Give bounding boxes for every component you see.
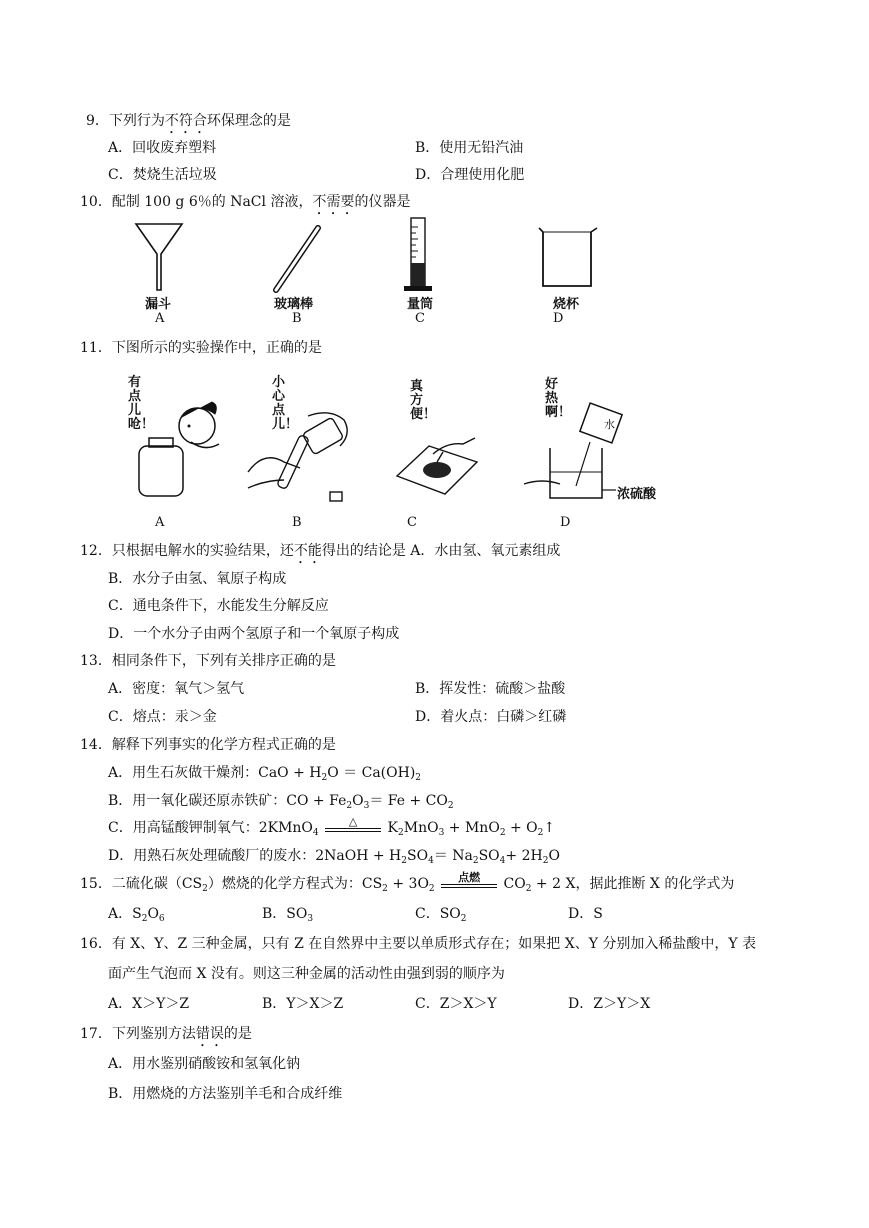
q12-option-c: C．通电条件下，水能发生分解反应 [108, 598, 329, 614]
acid-label: 浓硫酸 [617, 487, 657, 502]
beaker-figure [537, 224, 599, 290]
graduated-cylinder-figure [400, 215, 440, 293]
weighing-figure [393, 432, 483, 502]
q10-stem: 10．配制 100 g 6％的 NaCl 溶液，不需要的仪器是 [80, 194, 411, 210]
q16-option-b: B．Y＞X＞Z [262, 996, 344, 1012]
funnel-figure [130, 218, 190, 293]
q15-option-c: C．$SO_2$ [415, 906, 467, 924]
q16-option-a: A．X＞Y＞Z [108, 996, 190, 1012]
q15-option-b: B．$SO_3$ [262, 906, 314, 924]
funnel-caption: 漏斗 [145, 297, 172, 312]
q10-label-c: C [415, 311, 425, 326]
q11-label-b: B [292, 515, 302, 530]
q11-stem: 11．下图所示的实验操作中，正确的是 [80, 340, 322, 356]
q14-option-c: C．用高锰酸钾制氧气：2KMnO$_4$ △ $K_2MnO_3 + MnO_2$ + $O_2↑$ [108, 815, 556, 838]
q14-option-d: D．用熟石灰处理硫酸厂的废水：2NaOH + $H_2SO_4= Na_2SO_4+ 2H_2O$ [108, 848, 560, 866]
q15-option-a: A．$S_2O_6$ [108, 906, 165, 924]
q13-option-c: C．熔点：汞＞金 [108, 709, 217, 725]
bubble-b: 小心点儿！ [272, 375, 299, 432]
q17-option-b: B．用燃烧的方法鉴别羊毛和合成纤维 [108, 1086, 343, 1102]
q16-option-c: C．Z＞X＞Y [415, 996, 497, 1012]
q11-label-c: C [407, 515, 417, 530]
q9-option-b: B．使用无铅汽油 [415, 140, 524, 156]
q9-option-c: C．焚烧生活垃圾 [108, 167, 217, 183]
q15-option-d: D．S [568, 906, 603, 922]
q17-stem: 17．下列鉴别方法错误的是 [80, 1026, 252, 1042]
q10-label-d: D [553, 311, 564, 326]
q16-stem-line1: 16．有 X、Y、Z 三种金属，只有 Z 在自然界中主要以单质形式存在；如果把 X、Y 分别加入稀盐酸中，Y 表 [80, 936, 757, 952]
q9-option-a: A．回收废弃塑料 [108, 140, 217, 156]
q14-option-b: B．用一氧化碳还原赤铁矿：CO + $Fe_2O_3= Fe + CO_2$ [108, 793, 454, 811]
q12-option-d: D．一个水分子由两个氢原子和一个氧原子构成 [108, 626, 400, 642]
q10-label-b: B [292, 311, 302, 326]
bubble-d: 好热啊！ [545, 377, 572, 420]
bubble-a: 有点儿呛！ [128, 375, 155, 432]
pouring-figure [244, 410, 359, 505]
heat-condition-sign: △ [323, 819, 383, 837]
q16-stem-line2: 面产生气泡而 X 没有。则这三种金属的活动性由强到弱的顺序为 [108, 966, 505, 982]
water-label: 水 [604, 418, 615, 431]
glass-rod-figure [268, 224, 328, 294]
q11-label-a: A [155, 515, 165, 530]
cylinder-caption: 量筒 [407, 297, 434, 312]
smelling-figure [135, 396, 225, 501]
q9-option-d: D．合理使用化肥 [415, 167, 525, 183]
ignite-condition: 点燃 [458, 871, 481, 884]
q14-option-a: A．用生石灰做干燥剂：CaO + $H_2O = Ca(OH)_2$ [108, 765, 422, 783]
beaker-caption: 烧杯 [553, 297, 580, 312]
q16-option-d: D．Z＞Y＞X [568, 996, 651, 1012]
q14-stem: 14．解释下列事实的化学方程式正确的是 [80, 737, 336, 753]
q12-stem: 12．只根据电解水的实验结果，还不能得出的结论是 A．水由氢、氧元素组成 [80, 543, 561, 559]
q13-option-a: A．密度：氧气＞氢气 [108, 681, 245, 697]
q15-stem: 15．二硫化碳$(CS_2)$燃烧的化学方程式为：$CS_2 + 3O_2$ 点燃 $CO_2 + 2$ X，据此推断 X 的化学式为 [80, 871, 735, 894]
q12-option-b: B．水分子由氢、氧原子构成 [108, 571, 287, 587]
q17-option-a: A．用水鉴别硝酸铵和氢氧化钠 [108, 1056, 301, 1072]
bubble-c: 真方便！ [410, 379, 437, 422]
q13-option-d: D．着火点：白磷＞红磷 [415, 709, 567, 725]
q11-label-d: D [560, 515, 571, 530]
glass-rod-caption: 玻璃棒 [274, 297, 314, 312]
q13-stem: 13．相同条件下，下列有关排序正确的是 [80, 653, 336, 669]
q10-label-a: A [155, 311, 165, 326]
q13-option-b: B．挥发性：硫酸＞盐酸 [415, 681, 566, 697]
q9-stem: 9．下列行为不符合环保理念的是 [86, 113, 291, 129]
